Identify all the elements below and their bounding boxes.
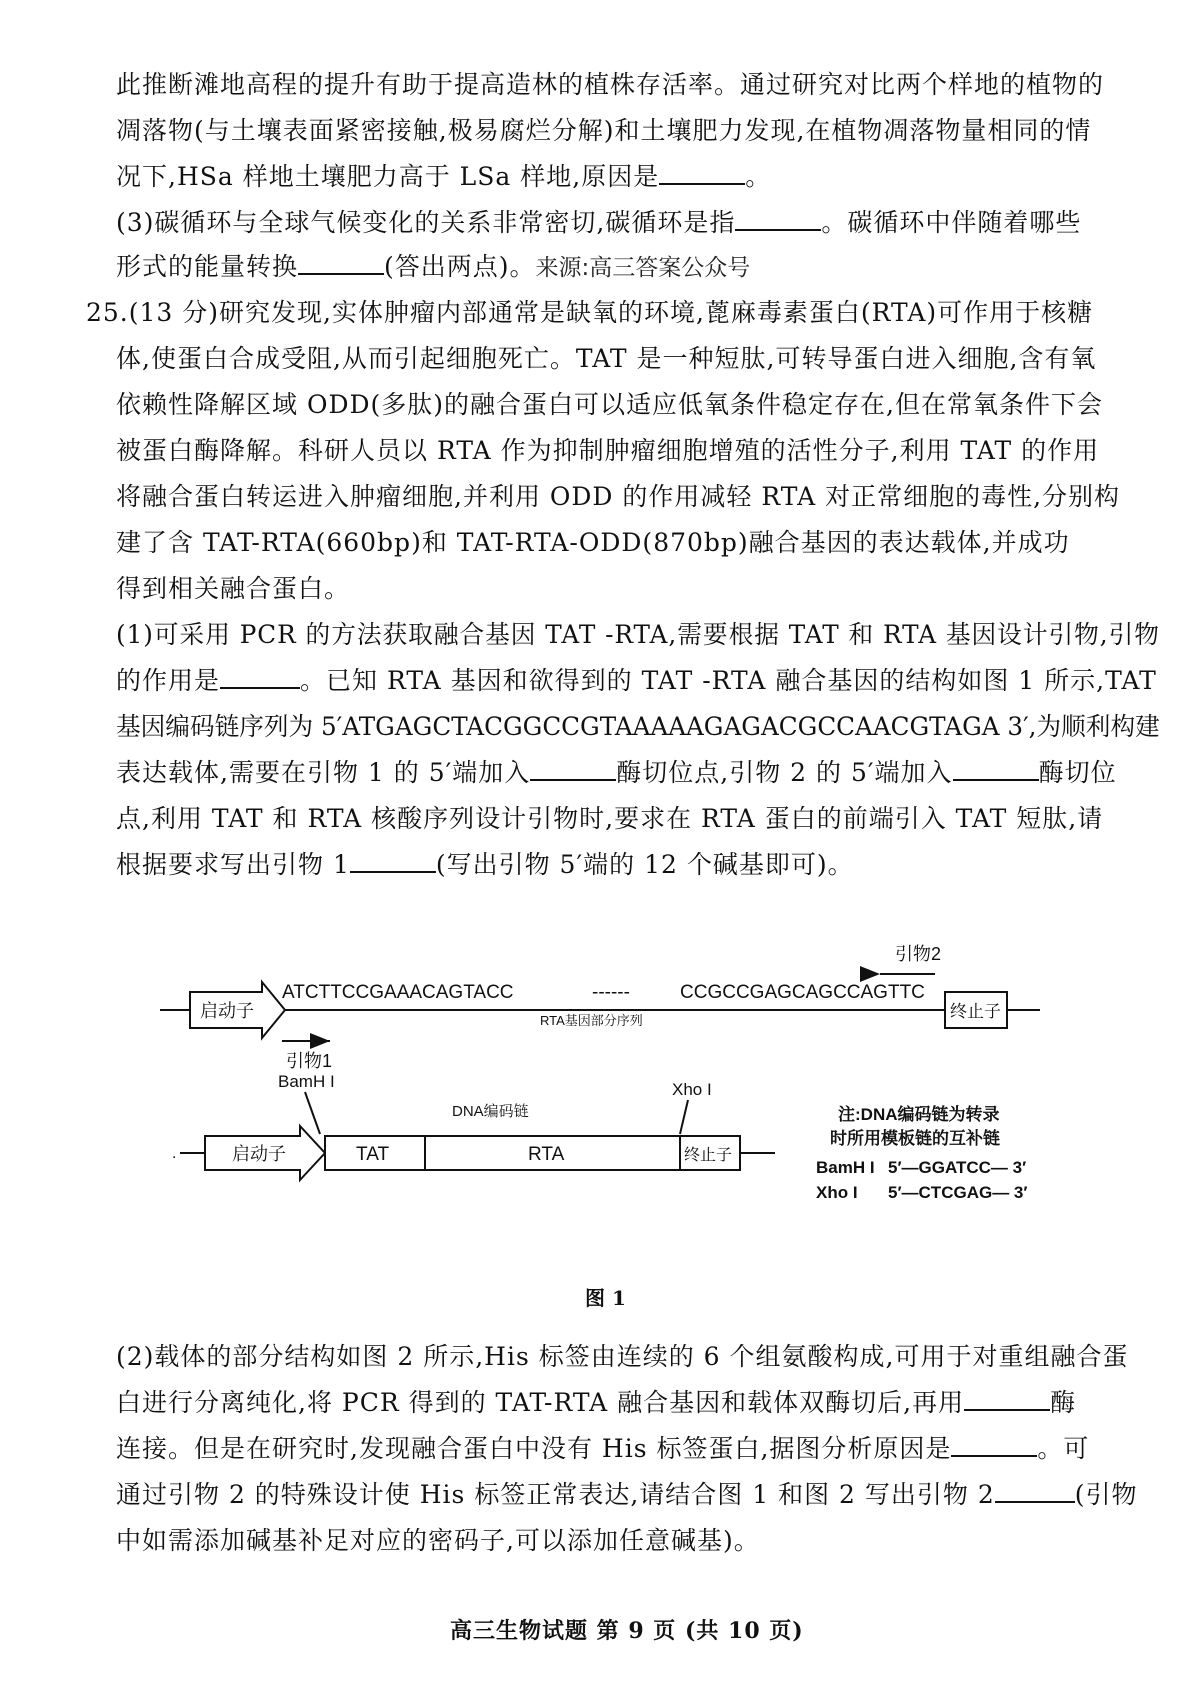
text-line <box>116 1432 1089 1466</box>
text-fragment: 的作用是 <box>116 666 221 695</box>
text-line: 依赖性降解区域 ODD(多肽)的融合蛋白可以适应低氧条件稳定存在,但在常氧条件下会 <box>116 390 1103 419</box>
dot-mark: . <box>172 1145 177 1162</box>
text-line: 建了含 TAT-RTA(660bp)和 TAT-RTA-ODD(870bp)融合基因的表达载体,并成功 <box>116 528 1070 557</box>
xho1-seq: 5′—CTCGAG— 3′ <box>888 1183 1028 1200</box>
text-line <box>116 1478 1138 1512</box>
answer-blank <box>530 757 616 781</box>
text-fragment: 形式的能量转换 <box>116 252 299 281</box>
text-fragment: 酶切位 <box>1038 758 1117 787</box>
rta-seq-gap: ------ <box>592 982 630 1003</box>
answer-blank <box>951 1433 1037 1457</box>
text-fragment: 。可 <box>1037 1434 1090 1463</box>
text-fragment: 连接。但是在研究时,发现融合蛋白中没有 His 标签蛋白,据图分析原因是 <box>116 1434 952 1463</box>
text-fragment: 根据要求写出引物 1 <box>116 850 350 879</box>
rta-seq-left: ATCTTCCGAAACAGTACC <box>282 982 514 1003</box>
text-line <box>116 206 1081 240</box>
text-line: 凋落物(与土壤表面紧密接触,极易腐烂分解)和土壤肥力发现,在植物凋落物量相同的情 <box>116 116 1092 145</box>
text-fragment: 通过引物 2 的特殊设计使 His 标签正常表达,请结合图 1 和图 2 写出引物 2 <box>116 1480 995 1509</box>
answer-blank <box>735 207 821 231</box>
bamh1-pointer <box>305 1092 320 1134</box>
answer-blank <box>995 1479 1075 1503</box>
text-line <box>116 250 750 285</box>
xho1-pointer <box>680 1100 688 1134</box>
text-fragment: 。已知 RTA 基因和欲得到的 TAT -RTA 融合基因的结构如图 1 所示,TAT <box>300 666 1157 695</box>
terminator-label: 终止子 <box>950 1002 1001 1021</box>
text-line: 被蛋白酶降解。科研人员以 RTA 作为抑制肿瘤细胞增殖的活性分子,利用 TAT 的作用 <box>116 436 1100 465</box>
text-fragment: 表达载体,需要在引物 1 的 5′端加入 <box>116 758 531 787</box>
text-fragment: (答出两点)。 <box>384 252 536 281</box>
text-line: 此推断滩地高程的提升有助于提高造林的植株存活率。通过研究对比两个样地的植物的 <box>116 70 1105 99</box>
text-fragment: (写出引物 5′端的 12 个碱基即可)。 <box>435 850 854 879</box>
bamh1-seq-name: BamH I <box>816 1158 875 1177</box>
answer-blank <box>298 251 384 275</box>
bamh1-seq: 5′—GGATCC— 3′ <box>888 1158 1027 1177</box>
note-line-1: 注:DNA编码链为转录 <box>838 1105 1000 1124</box>
answer-blank <box>953 757 1039 781</box>
xho1-label: Xho I <box>672 1080 712 1099</box>
rta-seq-right: CCGCCGAGCAGCCAGTTC <box>680 982 925 1003</box>
answer-blank <box>659 161 745 185</box>
text-line: (2)载体的部分结构如图 2 所示,His 标签由连续的 6 个组氨酸构成,可用于对重组融合蛋 <box>116 1342 1129 1371</box>
text-line: 得到相关融合蛋白。 <box>116 574 351 603</box>
xho1-seq-name: Xho I <box>816 1183 858 1200</box>
text-fragment: 况下,HSa 样地土壤肥力高于 LSa 样地,原因是 <box>116 162 660 191</box>
text-line <box>116 1386 1076 1420</box>
promoter-label: 启动子 <box>232 1144 286 1164</box>
text-fragment: 酶 <box>1050 1388 1077 1417</box>
text-fragment: 。 <box>745 162 772 191</box>
coding-strand-label: DNA编码链 <box>452 1103 529 1120</box>
page-footer: 高三生物试题 第 9 页 (共 10 页) <box>450 1618 804 1644</box>
text-line <box>116 848 854 882</box>
rta-partial-label: RTA基因部分序列 <box>540 1013 643 1028</box>
text-line: 中如需添加碱基补足对应的密码子,可以添加任意碱基)。 <box>116 1526 760 1555</box>
text-line <box>116 664 1157 698</box>
text-line: 将融合蛋白转运进入肿瘤细胞,并利用 ODD 的作用减轻 RTA 对正常细胞的毒性,分别构 <box>116 482 1121 511</box>
bamh1-label: BamH I <box>278 1072 335 1091</box>
answer-blank <box>964 1387 1050 1411</box>
primer1-label: 引物1 <box>286 1051 333 1071</box>
answer-blank <box>220 665 300 689</box>
text-fragment: 。碳循环中伴随着哪些 <box>821 208 1082 237</box>
text-fragment: 酶切位点,引物 2 的 5′端加入 <box>616 758 953 787</box>
source-watermark: 来源:高三答案公众号 <box>535 255 751 281</box>
terminator-label: 终止子 <box>684 1147 733 1164</box>
figure-caption: 图 1 <box>585 1286 626 1310</box>
text-line: 点,利用 TAT 和 RTA 核酸序列设计引物时,要求在 RTA 蛋白的前端引入 TAT 短肽,请 <box>116 804 1104 833</box>
rta-label: RTA <box>528 1144 565 1165</box>
figure-1-diagram <box>0 930 1200 1200</box>
text-fragment: (引物 <box>1074 1480 1138 1509</box>
tat-label: TAT <box>356 1144 390 1165</box>
answer-blank <box>350 849 436 873</box>
text-fragment: (3)碳循环与全球气候变化的关系非常密切,碳循环是指 <box>116 208 736 237</box>
text-line <box>116 756 1117 790</box>
note-line-2: 时所用模板链的互补链 <box>830 1129 1000 1148</box>
text-fragment: 白进行分离纯化,将 PCR 得到的 TAT-RTA 融合基因和载体双酶切后,再用 <box>116 1388 965 1417</box>
text-line <box>116 160 771 194</box>
promoter-label: 启动子 <box>200 1001 254 1021</box>
text-line: (1)可采用 PCR 的方法获取融合基因 TAT -RTA,需要根据 TAT 和 RTA 基因设计引物,引物 <box>116 620 1160 649</box>
question-25-header: 25.(13 分)研究发现,实体肿瘤内部通常是缺氧的环境,蓖麻毒素蛋白(RTA)可作用于核糖 <box>86 298 1094 327</box>
text-line: 基因编码链序列为 5′ATGAGCTACGGCCGTAAAAAGAGACGCCAACGTAGA 3′,为顺利构建 <box>116 712 1160 741</box>
text-line: 体,使蛋白合成受阻,从而引起细胞死亡。TAT 是一种短肽,可转导蛋白进入细胞,含有氧 <box>116 344 1097 373</box>
primer2-label: 引物2 <box>895 944 942 964</box>
